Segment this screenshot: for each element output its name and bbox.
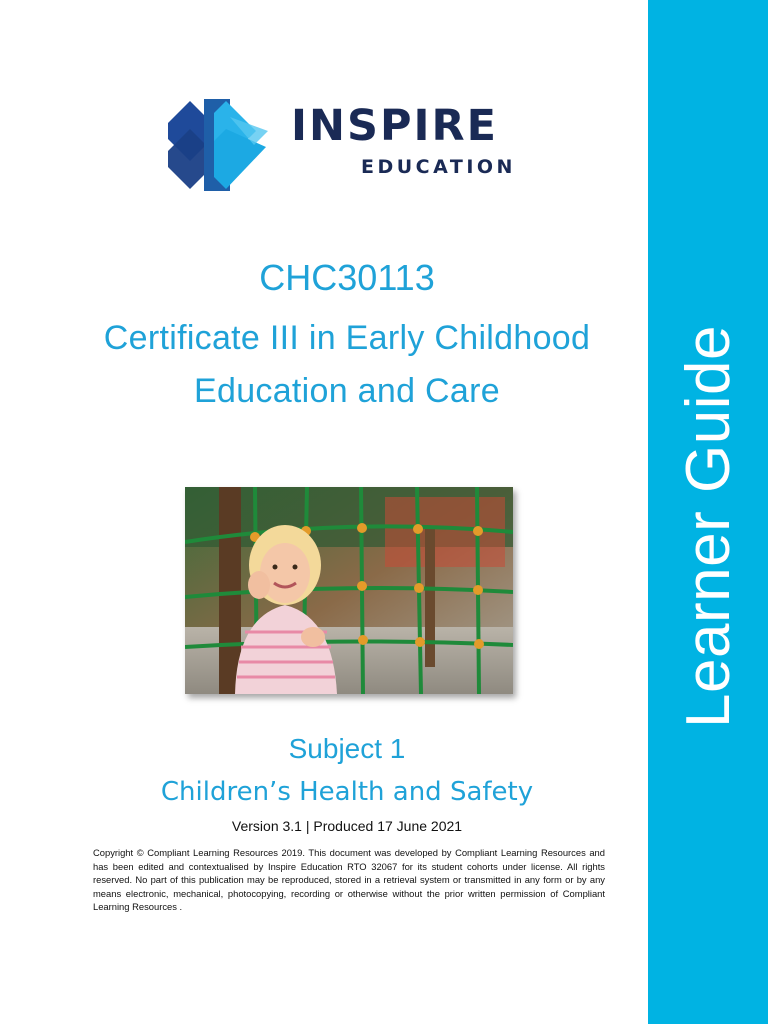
copyright-notice: Copyright © Compliant Learning Resources 2019. This document was developed by Compliant Learning Resources and has been edited and contextualised by Inspire Education RTO 32067 for its student cohorts under license. All rights reserved. No part of this publication may be reproduced, stored in a retrieval system or transmitted in any form or by any means electronic, mechanical, photocopying, recording or otherwise without the prior written permission of Compliant Learning Resources . xyxy=(93,847,605,913)
brand-logo xyxy=(168,97,528,193)
course-title: Certificate III in Early Childhood Education and Care xyxy=(103,319,591,410)
cover-photo xyxy=(185,487,513,694)
brand-name: INSPIRE xyxy=(291,101,498,151)
logo-mark-icon xyxy=(168,97,278,193)
sidebar-band xyxy=(648,0,768,1024)
brand-subname: EDUCATION xyxy=(361,156,516,178)
sidebar-label: Learner Guide xyxy=(673,324,743,728)
subject-title: Children’s Health and Safety xyxy=(160,777,534,807)
course-code: CHC30113 xyxy=(259,257,435,298)
playground-photo-image xyxy=(185,487,513,694)
subject-label: Subject 1 xyxy=(288,733,406,764)
version-line: Version 3.1 | Produced 17 June 2021 xyxy=(231,818,463,834)
